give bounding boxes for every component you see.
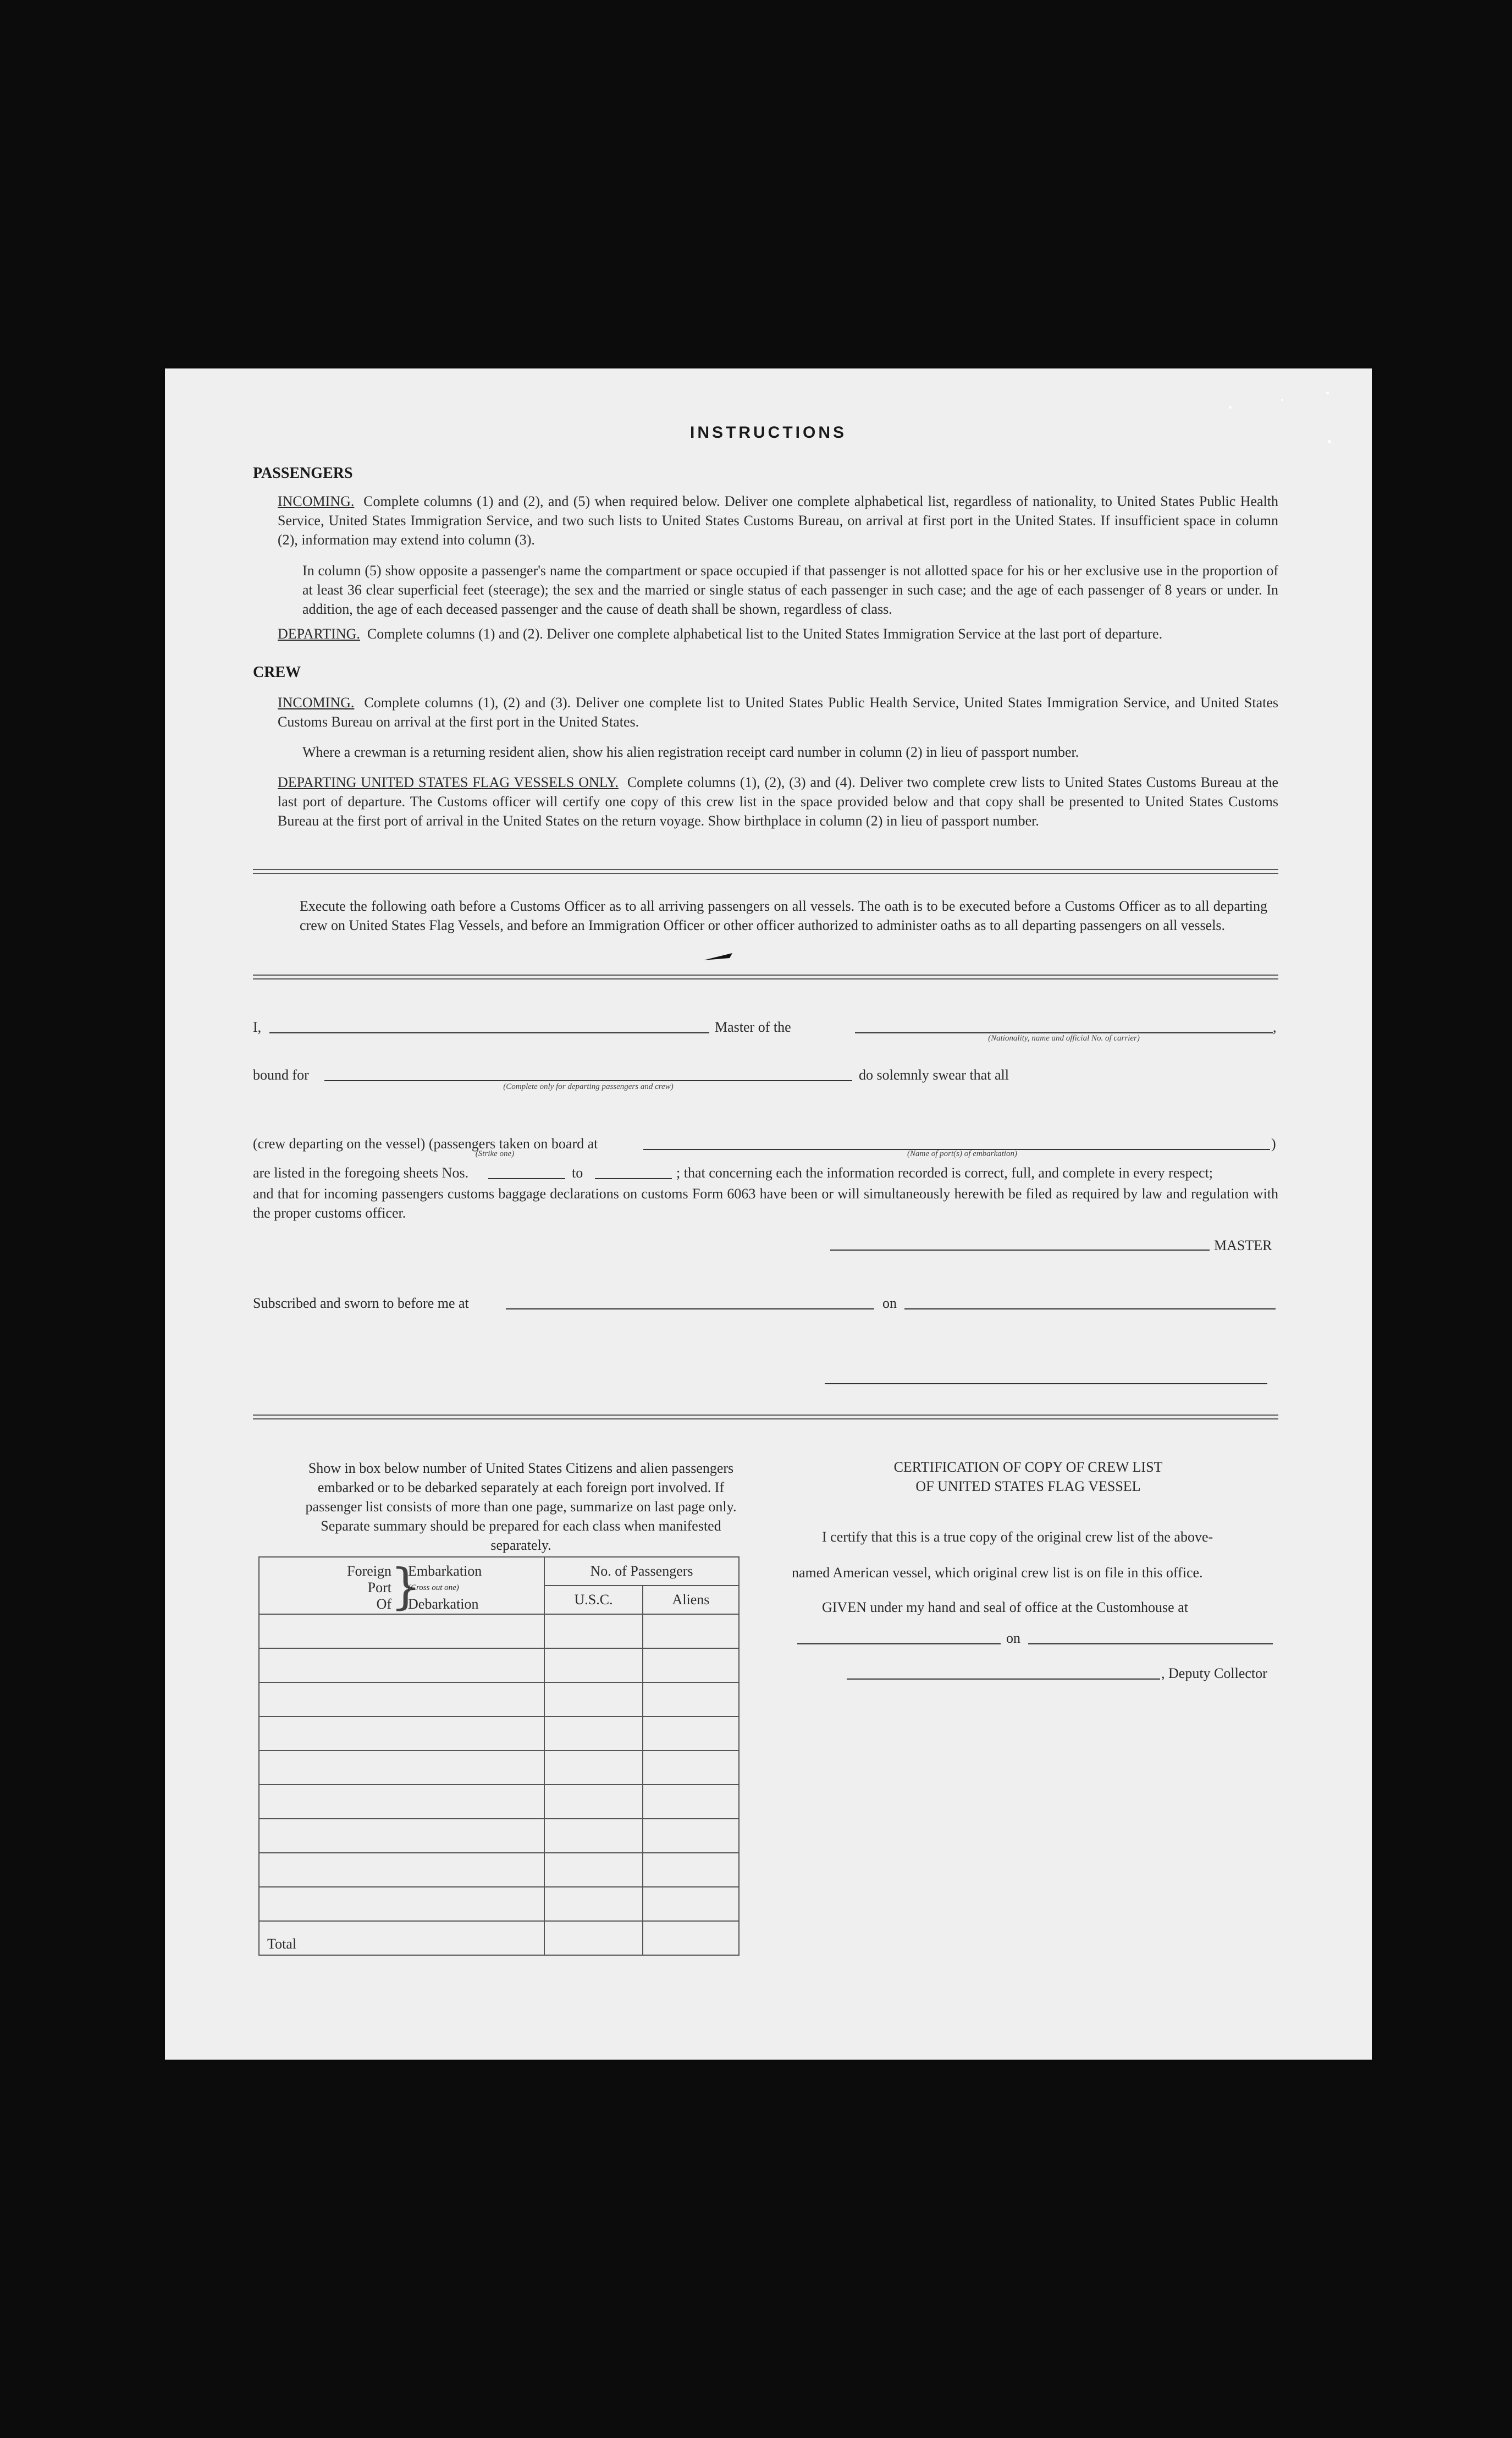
usc-cell[interactable] (544, 1716, 643, 1751)
usc-cell[interactable] (544, 1648, 643, 1682)
carrier-caption: (Nationality, name and official No. of carrier) (988, 1034, 1140, 1043)
port-cell[interactable] (259, 1648, 544, 1682)
port-cell[interactable] (259, 1682, 544, 1716)
subscribed-label: Subscribed and sworn to before me at (253, 1295, 469, 1311)
passengers-departing-text: Complete columns (1) and (2). Deliver one complete alphabetical list to the United States Immigration Service at the last port of departure. (367, 626, 1163, 642)
usc-cell[interactable] (544, 1785, 643, 1819)
ports-caption: (Name of port(s) of embarkation) (907, 1149, 1017, 1158)
speck (1229, 406, 1232, 409)
page-title: INSTRUCTIONS (690, 423, 847, 442)
certification-title-2: OF UNITED STATES FLAG VESSEL (915, 1478, 1141, 1494)
bound-for-label: bound for (253, 1067, 309, 1083)
carrier-field[interactable] (855, 1031, 1273, 1033)
sheet-to-field[interactable] (595, 1177, 672, 1179)
aliens-header: Aliens (643, 1586, 739, 1614)
aliens-cell[interactable] (643, 1853, 739, 1887)
aliens-cell[interactable] (643, 1751, 739, 1785)
deputy-signature-field[interactable] (847, 1677, 1160, 1680)
of-label: Of (376, 1596, 391, 1612)
no-passengers-header: No. of Passengers (544, 1557, 739, 1586)
port-label: Port (367, 1580, 391, 1595)
passenger-summary-table (258, 1556, 740, 1956)
crew-departing-label: DEPARTING UNITED STATES FLAG VESSELS ONLY. (278, 774, 619, 790)
crew-departing-text: Complete columns (1), (2), (3) and (4). Deliver two complete crew lists to United States Customs Bureau at the last port of departure. The Customs officer will certify one copy of this crew list in the space provided below and that copy shall be presented to United States Customs Bureau at the first port of arrival in the United States on the return voyage. Show birthplace in column (2) in lieu of passport number. (278, 774, 1278, 829)
passengers-heading: PASSENGERS (253, 465, 353, 482)
certification-on-label: on (1006, 1630, 1020, 1646)
brace-icon: } (390, 1558, 421, 1615)
master-name-field[interactable] (269, 1031, 709, 1033)
usc-total-cell[interactable] (544, 1921, 643, 1955)
passengers-incoming-paragraph (278, 492, 1278, 549)
summary-instructions: Show in box below number of United States Citizens and alien passengers embarked or to be debarked separately at each foreign port involved. If passenger list consists of more than one page, summarize on last page only. Separate summary should be prepared for each class when manifested separately. (305, 1460, 737, 1553)
close-paren: ) (1271, 1136, 1276, 1152)
page-shadow-edge (1335, 378, 1350, 2070)
passengers-departing-label: DEPARTING. (278, 626, 360, 642)
aliens-cell[interactable] (643, 1682, 739, 1716)
total-label: Total (259, 1921, 544, 1955)
sheet-from-field[interactable] (488, 1177, 565, 1179)
port-cell[interactable] (259, 1819, 544, 1853)
port-header-cell (259, 1557, 544, 1614)
given-text: GIVEN under my hand and seal of office at the Customhouse at (822, 1599, 1188, 1615)
passengers-departing-paragraph (278, 624, 1278, 643)
crew-incoming-paragraph (278, 693, 1278, 731)
port-cell[interactable] (259, 1785, 544, 1819)
aliens-cell[interactable] (643, 1648, 739, 1682)
bound-for-field[interactable] (324, 1079, 852, 1081)
crew-heading: CREW (253, 664, 301, 681)
usc-cell[interactable] (544, 1751, 643, 1785)
section-divider (253, 1415, 1278, 1419)
sworn-on-label: on (882, 1295, 897, 1311)
named-vessel-text: named American vessel, which original crew list is on file in this office. (792, 1565, 1203, 1581)
usc-cell[interactable] (544, 1682, 643, 1716)
usc-cell[interactable] (544, 1853, 643, 1887)
bound-for-caption: (Complete only for departing passengers and crew) (503, 1082, 674, 1091)
crew-departing-paragraph (278, 773, 1278, 830)
master-signature-field[interactable] (830, 1248, 1210, 1251)
usc-header: U.S.C. (544, 1586, 643, 1614)
aliens-cell[interactable] (643, 1716, 739, 1751)
baggage-statement: and that for incoming passengers customs baggage declarations on customs Form 6063 have been or will simultaneously herewith be filed as required by law and regulation with the proper customs officer. (253, 1186, 1278, 1221)
officer-signature-field[interactable] (825, 1382, 1267, 1384)
aliens-cell[interactable] (643, 1614, 739, 1648)
section-divider (253, 975, 1278, 979)
comma: , (1273, 1019, 1277, 1035)
oath-instructions: Execute the following oath before a Customs Officer as to all arriving passengers on all vessels. The oath is to be executed before a Customs Officer as to all departing crew on United States Flag Vessels, and before an Immigration Officer or other officer authorized to administer oaths as to all departing passengers on all vessels. (300, 898, 1267, 933)
crew-passengers-label: (crew departing on the vessel) (passengers taken on board at (253, 1136, 598, 1152)
aliens-cell[interactable] (643, 1785, 739, 1819)
foreign-label: Foreign (347, 1563, 391, 1579)
cross-out-note: (Cross out one) (408, 1583, 459, 1592)
arrow-mark-icon (702, 951, 735, 962)
customhouse-field[interactable] (797, 1642, 1001, 1644)
deputy-collector-label: , Deputy Collector (1161, 1665, 1267, 1681)
speck (1328, 440, 1331, 443)
sworn-place-field[interactable] (506, 1307, 874, 1309)
passengers-incoming-text: Complete columns (1) and (2), and (5) when required below. Deliver one complete alphabetical list, regardless of nationality, to United States Public Health Service, United States Immigration Service, and two such lists to United States Customs Bureau, on arrival at first port in the United States. If insufficient space in column (2), information may extend into column (3). (278, 493, 1278, 548)
usc-cell[interactable] (544, 1887, 643, 1921)
port-cell[interactable] (259, 1887, 544, 1921)
port-cell[interactable] (259, 1716, 544, 1751)
oath-i-label: I, (253, 1019, 262, 1035)
passengers-column5-paragraph: In column (5) show opposite a passenger's name the compartment or space occupied if that passenger is not allotted space for his or her exclusive use in the proportion of at least 36 clear superficial feet (steerage); the sex and the married or single status of each passenger in such case; and the age of each passenger of 8 years or under. In addition, the age of each deceased passenger and the cause of death shall be shown, regardless of class. (302, 563, 1278, 617)
crew-incoming-text: Complete columns (1), (2) and (3). Deliver one complete list to United States Public Health Service, United States Immigration Service, and United States Customs Bureau on arrival at the first port in the United States. (278, 695, 1278, 730)
usc-cell[interactable] (544, 1819, 643, 1853)
certification-title-1: CERTIFICATION OF COPY OF CREW LIST (893, 1459, 1163, 1475)
passengers-incoming-label: INCOMING. (278, 493, 355, 509)
form-sheet (165, 368, 1372, 2060)
debarkation-option[interactable]: Debarkation (408, 1596, 479, 1612)
correct-statement: ; that concerning each the information recorded is correct, full, and complete in every respect; (676, 1165, 1213, 1181)
embarkation-option[interactable]: Embarkation (408, 1563, 482, 1579)
speck (1281, 399, 1283, 401)
port-cell[interactable] (259, 1853, 544, 1887)
section-divider (253, 869, 1278, 874)
sworn-date-field[interactable] (904, 1307, 1276, 1309)
aliens-cell[interactable] (643, 1887, 739, 1921)
master-label: MASTER (1214, 1237, 1272, 1253)
swear-label: do solemnly swear that all (859, 1067, 1009, 1083)
crew-incoming-label: INCOMING. (278, 695, 355, 711)
aliens-total-cell[interactable] (643, 1921, 739, 1955)
certification-date-field[interactable] (1028, 1642, 1273, 1644)
port-cell[interactable] (259, 1614, 544, 1648)
usc-cell[interactable] (544, 1614, 643, 1648)
speck (1326, 392, 1329, 394)
crew-resident-paragraph: Where a crewman is a returning resident alien, show his alien registration receipt card number in column (2) in lieu of passport number. (302, 744, 1079, 760)
strike-one-caption: (Strike one) (475, 1149, 515, 1158)
sheets-label: are listed in the foregoing sheets Nos. (253, 1165, 469, 1181)
port-cell[interactable] (259, 1751, 544, 1785)
sheets-to-label: to (572, 1165, 583, 1181)
master-of-label: Master of the (715, 1019, 791, 1035)
certify-text: I certify that this is a true copy of the original crew list of the above- (822, 1529, 1213, 1545)
aliens-cell[interactable] (643, 1819, 739, 1853)
